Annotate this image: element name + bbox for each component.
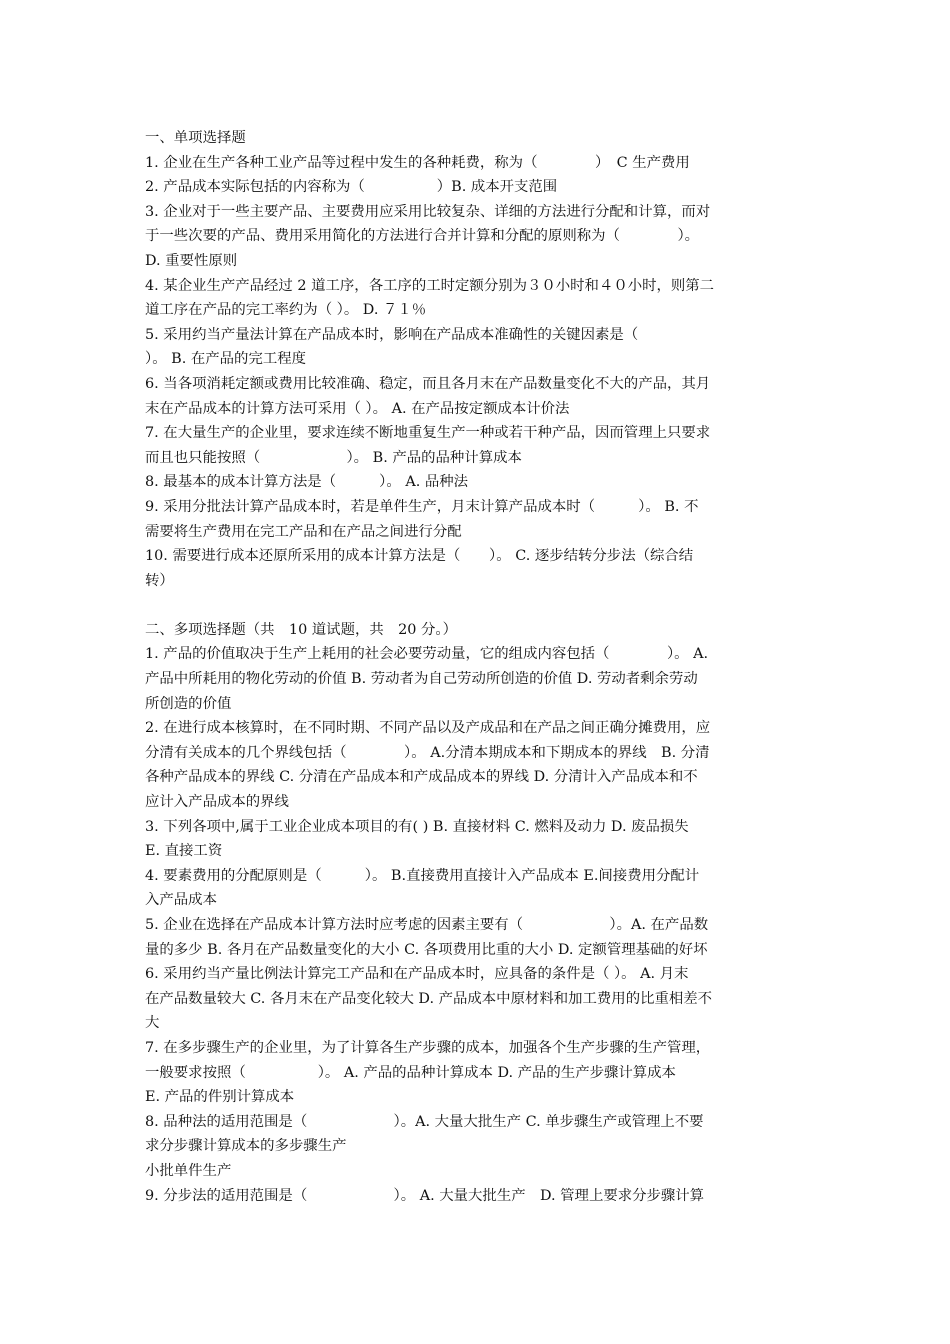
- question-line: 求分步骤计算成本的多步骤生产: [145, 1138, 347, 1155]
- question-line: 量的多少 B. 各月在产品数量变化的大小 C. 各项费用比重的大小 D. 定额管理基础的好坏: [145, 941, 708, 958]
- question-line: 2. 在进行成本核算时，在不同时期、不同产品以及产成品和在产品之间正确分摊费用，应: [145, 720, 711, 737]
- question-line: 末在产品成本的计算方法可采用（ ）。 A. 在产品按定额成本计价法: [145, 400, 570, 417]
- question-line: 5. 采用约当产量法计算在产品成本时，影响在产品成本准确性的关键因素是（: [145, 326, 639, 343]
- question-line: 于一些次要的产品、费用采用简化的方法进行合并计算和分配的原则称为（ ）。: [145, 228, 700, 245]
- question-line: E. 直接工资: [145, 843, 223, 860]
- question-line: 5. 企业在选择在产品成本计算方法时应考虑的因素主要有（ ）。A. 在产品数: [145, 917, 709, 933]
- question-line: 4. 要素费用的分配原则是（ ）。 B.直接费用直接计入产品成本 E.间接费用分配计: [145, 867, 700, 884]
- question-line: 6. 当各项消耗定额或费用比较准确、稳定，而且各月末在产品数量变化不大的产品，其月: [145, 375, 711, 392]
- question-line: 8. 最基本的成本计算方法是（ ）。 A. 品种法: [145, 474, 469, 491]
- question-line: 7. 在多步骤生产的企业里，为了计算各生产步骤的成本，加强各个生产步骤的生产管理，: [145, 1039, 711, 1056]
- question-line: 在产品数量较大 C. 各月末在产品变化较大 D. 产品成本中原材料和加工费用的比重相差不: [145, 990, 713, 1007]
- question-line: 8. 品种法的适用范围是（ ）。A. 大量大批生产 C. 单步骤生产或管理上不要: [145, 1113, 704, 1130]
- question-line: E. 产品的件别计算成本: [145, 1089, 295, 1106]
- question-line: 各种产品成本的界线 C. 分清在产品成本和产成品成本的界线 D. 分清计入产品成本和不: [145, 769, 698, 786]
- question-line: 小批单件生产: [145, 1162, 232, 1179]
- question-line: 应计入产品成本的界线: [145, 794, 289, 811]
- section-heading: 二、多项选择题（共 10 道试题，共 20 分。）: [145, 621, 457, 638]
- question-line: 3. 企业对于一些主要产品、主要费用应采用比较复杂、详细的方法进行分配和计算，而对: [145, 203, 711, 220]
- document-page: [145, 126, 807, 1208]
- question-line: 3. 下列各项中,属于工业企业成本项目的有( ) B. 直接材料 C. 燃料及动力 D. 废品损失: [145, 818, 689, 835]
- question-line: 大: [145, 1015, 160, 1032]
- question-line: 产品中所耗用的物化劳动的价值 B. 劳动者为自己劳动所创造的价值 D. 劳动者剩余劳动: [145, 671, 698, 688]
- section-heading: 一、单项选择题: [145, 130, 246, 146]
- question-line: 道工序在产品的完工率约为（ ）。 D. ７１％: [145, 302, 427, 319]
- question-line: ）。 B. 在产品的完工程度: [145, 351, 307, 368]
- question-line: 分清有关成本的几个界线包括（ ）。 A.分清本期成本和下期成本的界线 B. 分清: [145, 744, 710, 761]
- question-line: 2. 产品成本实际包括的内容称为（ ）B. 成本开支范围: [145, 179, 558, 196]
- question-line: 所创造的价值: [145, 695, 232, 712]
- question-line: 6. 采用约当产量比例法计算完工产品和在产品成本时，应具备的条件是（ ）。 A. 月末: [145, 966, 689, 983]
- question-line: 7. 在大量生产的企业里，要求连续不断地重复生产一种或若干种产品，因而管理上只要求: [145, 425, 711, 442]
- question-line: 需要将生产费用在完工产品和在产品之间进行分配: [145, 523, 462, 540]
- question-line: 9. 采用分批法计算产品成本时，若是单件生产，月末计算产品成本时（ ）。 B. 不: [145, 498, 699, 515]
- question-line: 4. 某企业生产产品经过 2 道工序，各工序的工时定额分别为３０小时和４０小时，则第二: [145, 277, 715, 294]
- question-line: 转）: [145, 572, 174, 589]
- question-line: 一般要求按照（ ）。 A. 产品的品种计算成本 D. 产品的生产步骤计算成本: [145, 1064, 676, 1081]
- question-line: 9. 分步法的适用范围是（ ）。 A. 大量大批生产 D. 管理上要求分步骤计算: [145, 1187, 705, 1204]
- question-line: 入产品成本: [145, 892, 217, 909]
- question-line: 1. 产品的价值取决于生产上耗用的社会必要劳动量，它的组成内容包括（ ）。 A.: [145, 646, 709, 663]
- question-line: 而且也只能按照（ ）。 B. 产品的品种计算成本: [145, 449, 522, 466]
- question-line: D. 重要性原则: [145, 252, 238, 269]
- blank-line: [145, 593, 807, 618]
- question-line: 1. 企业在生产各种工业产品等过程中发生的各种耗费，称为（ ） C 生产费用: [145, 154, 690, 171]
- question-line: 10. 需要进行成本还原所采用的成本计算方法是（ ）。 C. 逐步结转分步法（综合结: [145, 548, 694, 565]
